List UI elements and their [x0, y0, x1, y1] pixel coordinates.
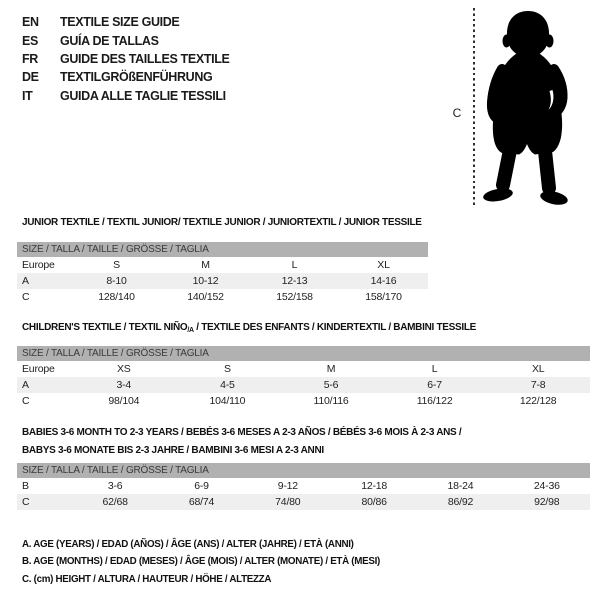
size-cell: 10-12: [192, 275, 219, 287]
silhouette-leg-left: [503, 150, 510, 185]
legend-note-a: A. AGE (YEARS) / EDAD (AÑOS) / ÂGE (ANS) / ALTER (JAHRE) / ETÀ (ANNI): [22, 539, 354, 550]
language-row: [22, 68, 230, 86]
size-cell: 8-10: [106, 275, 127, 287]
toddler-silhouette-image: [477, 5, 579, 207]
size-cell: 12-18: [361, 480, 388, 492]
size-header-bar: SIZE / TALLA / TAILLE / GRÖSSE / TAGLIA: [17, 242, 428, 257]
size-cell: 7-8: [530, 379, 546, 391]
silhouette-ear: [546, 35, 554, 48]
size-cell: L: [431, 363, 438, 375]
table-row-age-months: [17, 478, 590, 494]
row-label: Europe: [22, 259, 55, 271]
size-cell: 110/116: [313, 395, 349, 407]
babies-title-line2: BABYS 3-6 MONATE BIS 2-3 JAHRE / BAMBINI 3-6 MESI A 2-3 ANNI: [22, 444, 324, 456]
size-cell: 24-36: [533, 480, 560, 492]
size-cell: 122/128: [519, 395, 557, 407]
size-cell: 158/170: [365, 291, 402, 303]
size-cell: 6-9: [194, 480, 209, 492]
size-cell: L: [291, 259, 298, 271]
size-cell: M: [201, 259, 210, 271]
row-label: B: [22, 480, 29, 492]
size-cell: 128/140: [98, 291, 135, 303]
size-cell: 80/86: [361, 496, 387, 508]
row-label: Europe: [22, 363, 55, 375]
size-cell: 116/122: [416, 395, 453, 407]
size-header-bar: SIZE / TALLA / TAILLE / GRÖSSE / TAGLIA: [17, 463, 590, 478]
size-cell: 9-12: [277, 480, 298, 492]
size-cell: 68/74: [188, 496, 215, 508]
size-cell: 5-6: [323, 379, 339, 391]
size-cell: 104/110: [209, 395, 246, 407]
size-cell: XS: [116, 363, 131, 375]
language-title: GUIDE DES TAILLES TEXTILE: [60, 51, 230, 66]
language-title: TEXTILE SIZE GUIDE: [60, 15, 180, 30]
language-code: ES: [22, 33, 38, 48]
table-row-height: [17, 289, 428, 305]
size-cell: 14-16: [370, 275, 397, 287]
table-row-europe: [17, 361, 590, 377]
legend-note-c: C. (cm) HEIGHT / ALTURA / HAUTEUR / HÖHE / ALTEZZA: [22, 573, 272, 585]
size-cell: 86/92: [447, 496, 474, 508]
size-cell: XL: [531, 363, 545, 375]
size-cell: 18-24: [447, 480, 474, 492]
table-row-europe: [17, 257, 428, 273]
silhouette-ear: [503, 35, 511, 48]
language-row: [22, 13, 230, 31]
size-cell: S: [113, 259, 120, 271]
language-row: [22, 87, 230, 105]
junior-size-table: [17, 242, 428, 305]
row-label: C: [22, 291, 30, 303]
row-label: C: [22, 496, 30, 508]
silhouette-foot-left: [482, 186, 514, 203]
size-cell: 74/80: [275, 496, 301, 508]
row-label: A: [22, 275, 29, 287]
legend-notes: [22, 536, 380, 588]
children-title-sub: /A: [187, 327, 194, 334]
size-cell: XL: [377, 259, 390, 271]
language-title: TEXTILGRÖßENFÜHRUNG: [60, 70, 213, 85]
silhouette-head: [507, 11, 549, 58]
size-cell: S: [223, 363, 231, 375]
size-cell: 12-13: [281, 275, 308, 287]
language-title: GUIDA ALLE TAGLIE TESSILI: [60, 88, 226, 103]
row-label: A: [22, 379, 29, 391]
size-cell: 140/152: [187, 291, 224, 303]
size-cell: 3-6: [107, 480, 123, 492]
table-row-height: [17, 494, 590, 510]
table-row-age: [17, 377, 590, 393]
row-label: C: [22, 395, 30, 407]
size-cell: 4-5: [220, 379, 235, 391]
size-cell: 62/68: [102, 496, 128, 508]
language-code: IT: [22, 88, 33, 103]
table-row-age: [17, 273, 428, 289]
babies-title-line1: BABIES 3-6 MONTH TO 2-3 YEARS / BEBÉS 3-6 MESES A 2-3 AÑOS / BÉBÉS 3-6 MOIS À 2-3 ANS /: [22, 427, 462, 438]
silhouette-leg-right: [545, 151, 549, 188]
legend-note-b: B. AGE (MONTHS) / EDAD (MESES) / ÂGE (MOIS) / ALTER (MONATE) / ETÀ (MESI): [22, 556, 380, 568]
height-label-c: C: [452, 106, 462, 120]
children-size-table: [17, 346, 590, 409]
babies-table-title: [22, 424, 461, 459]
language-row: [22, 50, 230, 68]
children-table-title: [22, 322, 476, 334]
children-title-post: / TEXTILE DES ENFANTS / KINDERTEXTIL / BAMBINI TESSILE: [193, 322, 477, 333]
language-code: EN: [22, 15, 39, 30]
size-cell: 98/104: [108, 395, 140, 407]
language-code: DE: [22, 70, 39, 85]
size-cell: 3-4: [116, 379, 132, 391]
language-code: FR: [22, 51, 38, 66]
language-row: [22, 31, 230, 49]
table-row-height: [17, 393, 590, 409]
language-title-list: [22, 13, 230, 105]
children-title-pre: CHILDREN'S TEXTILE / TEXTIL NIÑO: [22, 322, 188, 333]
size-cell: 6-7: [427, 379, 442, 391]
size-cell: 152/158: [276, 291, 313, 303]
babies-size-table: [17, 463, 590, 510]
silhouette-torso: [496, 52, 561, 109]
height-measure-dashed-line: [473, 8, 475, 207]
size-cell: 92/98: [534, 496, 560, 508]
size-cell: M: [326, 363, 336, 375]
size-header-bar: SIZE / TALLA / TAILLE / GRÖSSE / TAGLIA: [17, 346, 590, 361]
junior-table-title: JUNIOR TEXTILE / TEXTIL JUNIOR/ TEXTILE JUNIOR / JUNIORTEXTIL / JUNIOR TESSILE: [22, 217, 422, 228]
language-title: GUÍA DE TALLAS: [60, 33, 159, 48]
